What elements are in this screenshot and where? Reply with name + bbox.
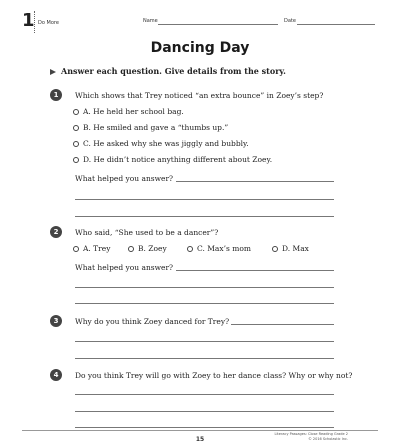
q2-followup-label: What helped you answer?	[75, 263, 174, 272]
q1-option-a[interactable]: A. He held her school bag.	[73, 107, 184, 116]
radio-icon[interactable]	[73, 157, 79, 163]
radio-icon[interactable]	[73, 141, 79, 147]
q4-answer-line[interactable]	[75, 394, 334, 395]
footer-credits	[275, 432, 349, 441]
q2-answer-line[interactable]	[75, 303, 334, 304]
radio-icon[interactable]	[73, 125, 79, 131]
date-label: Date	[284, 18, 296, 24]
question-4-text: Do you think Trey will go with Zoey to her dance class? Why or why not?	[75, 371, 353, 380]
q1-answer-line[interactable]	[75, 199, 334, 200]
q1-answer-line[interactable]	[75, 216, 334, 217]
credit-line-1: Literacy Passages: Close Reading Grade 2	[274, 432, 348, 436]
instructions	[50, 66, 286, 76]
date-field[interactable]	[297, 24, 375, 25]
radio-icon[interactable]	[187, 246, 193, 252]
q2-option-b[interactable]: B. Zoey	[128, 244, 167, 253]
q3-answer-line[interactable]	[231, 324, 334, 325]
instructions-text: Answer each question. Give details from the story.	[61, 66, 286, 76]
q4-answer-line[interactable]	[75, 411, 334, 412]
q2-option-a[interactable]: A. Trey	[73, 244, 110, 253]
question-1-text: Which shows that Trey noticed “an extra bounce” in Zoey’s step?	[75, 91, 324, 100]
footer-divider	[22, 430, 378, 431]
page-title: Dancing Day	[150, 40, 250, 56]
radio-icon[interactable]	[128, 246, 134, 252]
chapter-number: 1	[22, 10, 35, 31]
radio-icon[interactable]	[73, 246, 79, 252]
question-2-text: Who said, “She used to be a dancer”?	[75, 228, 219, 237]
question-3-text: Why do you think Zoey danced for Trey?	[75, 317, 230, 326]
radio-icon[interactable]	[272, 246, 278, 252]
question-number-1: 1	[50, 89, 62, 101]
q3-answer-line[interactable]	[75, 358, 334, 359]
q1-option-c[interactable]: C. He asked why she was jiggly and bubbly.	[73, 139, 249, 148]
name-field[interactable]	[158, 24, 278, 25]
question-number-2: 2	[50, 226, 62, 238]
q4-answer-line[interactable]	[75, 427, 334, 428]
page-number: 15	[195, 436, 205, 443]
chapter-divider	[34, 11, 35, 33]
q1-followup-label: What helped you answer?	[75, 174, 174, 183]
question-number-3: 3	[50, 315, 62, 327]
q3-answer-line[interactable]	[75, 341, 334, 342]
q1-option-d[interactable]: D. He didn’t notice anything different about Zoey.	[73, 155, 272, 164]
q1-followup-answer-line[interactable]	[176, 181, 334, 182]
q2-followup-answer-line[interactable]	[176, 270, 334, 271]
arrow-icon	[50, 69, 56, 75]
radio-icon[interactable]	[73, 109, 79, 115]
q1-option-b[interactable]: B. He smiled and gave a “thumbs up.”	[73, 123, 228, 132]
q2-answer-line[interactable]	[75, 287, 334, 288]
q2-option-c[interactable]: C. Max’s mom	[187, 244, 251, 253]
q2-option-d[interactable]: D. Max	[272, 244, 309, 253]
question-number-4: 4	[50, 369, 62, 381]
chapter-label: Do More	[38, 20, 59, 26]
page-header	[0, 0, 400, 30]
credit-line-2: © 2016 Scholastic Inc.	[308, 436, 348, 441]
name-label: Name	[143, 18, 158, 24]
